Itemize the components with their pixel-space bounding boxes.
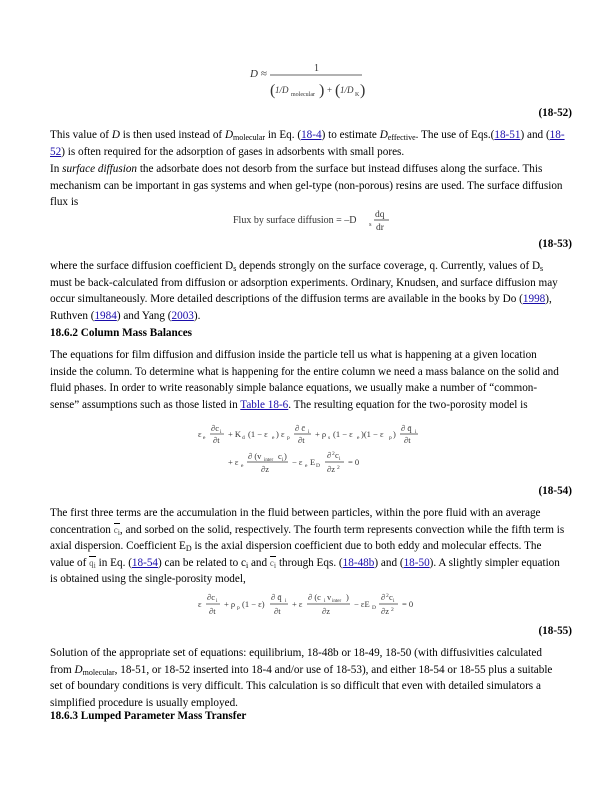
eq53-lhs-sub: s [369,221,372,228]
svg-text:+ K: + K [228,429,242,439]
svg-text:)(1 − ε: )(1 − ε [361,429,384,439]
svg-text:2: 2 [337,465,340,471]
paragraph-solution: Solution of the appropriate set of equations: equilibrium, 18-48b or 18-49, 18-50 (with diffusivities calculated from $D_{molecular}$, 18-51, or 18-52 inserted into 18-4 and/or use of 18-53), and either 18-54 or 18-55 plus a suitable set of boundary conditions is very difficult. This calculation is so difficult that even with detailed simulators a simplified procedure is usually employed. [50,647,553,709]
svg-text:∂c: ∂c [207,592,215,602]
equation-18-52 [248,60,368,104]
eq53-lhs: Flux by surface diffusion = –D [233,215,357,226]
svg-text:+ ε: + ε [228,457,239,467]
heading-column-mass-balances: 18.6.2 Column Mass Balances [50,327,193,339]
svg-text:i: i [282,457,284,463]
svg-text:i: i [393,598,395,604]
eq-number-18-52: (18-52) [538,107,572,119]
svg-text:(1 − ε: (1 − ε [333,429,353,439]
svg-text:− ε: − ε [292,457,303,467]
svg-text:ε: ε [198,429,202,439]
eq53-den: dr [376,223,384,233]
svg-text:) ε: ) ε [276,429,285,439]
eq52-term1-sub: molecular [291,92,315,98]
equation-18-53 [233,207,393,233]
svg-text:∂t: ∂t [209,606,216,616]
svg-text:2: 2 [391,607,394,613]
paragraph-term-explanation: The first three terms are the accumulation in the fluid between particles, within the pore fluid with an average concentration $c_i$, and sorbed on the solid, respectively. The fourth term represents convection while the fifth term is axial dispersion. Coefficient $E_D$ is the axial dispersion coefficient due to both eddy and molecular effects. The value of $q_i$ in Eq. (18-54) can be related to $c_i$ and $c_i$ through Eqs. (18-48b) and (18-50). A slightly simpler equation is obtained using the single-porosity model, [50,507,565,585]
svg-text:= 0: = 0 [402,599,414,609]
svg-text:∂ q̄: ∂ q̄ [271,592,282,602]
eq-number-18-55: (18-55) [538,625,572,637]
svg-text:v: v [327,592,332,602]
svg-text:p: p [287,435,290,441]
eq-number-18-53: (18-53) [538,238,572,250]
svg-text:e: e [272,435,275,441]
svg-text:+ ρ: + ρ [224,599,236,609]
link-do-1998[interactable]: 1998 [522,293,546,305]
svg-text:(1 − ε): (1 − ε) [242,599,265,609]
svg-text:): ) [360,82,366,99]
svg-text:(: ( [335,82,341,99]
q-bar-symbol: $q_i$ [89,555,96,572]
svg-text:2: 2 [332,451,335,457]
link-eq-18-54[interactable]: 18-54 [131,556,159,569]
link-eq-18-4[interactable]: 18-4 [301,129,322,141]
link-ruthven-1984[interactable]: 1984 [94,309,117,322]
c-bar-symbol: $c_i$ [114,522,120,539]
svg-text:c: c [335,450,339,460]
svg-text:∂: ∂ [327,450,332,460]
svg-text:ε: ε [198,599,202,609]
heading-lumped-parameter: 18.6.3 Lumped Parameter Mass Transfer [50,710,247,722]
svg-text:∂t: ∂t [274,606,281,616]
svg-text:p: p [237,605,240,611]
eq52-numerator: 1 [314,63,319,74]
svg-text:inter: inter [264,458,274,463]
svg-text:1/D [275,85,289,95]
svg-text:∂c: ∂c [211,423,219,433]
svg-text:i: i [324,598,326,604]
svg-text:s: s [328,435,331,441]
svg-text:i: i [216,598,218,604]
paragraph-diffusivity-use: This value of D is then used instead of $D_{molecular}$ in Eq. (18-4) to estimate $D_{effective}$. The use of Eqs.(18-51) and (18-52) is often required for the adsorption of gases in adsorbents with small pores. [50,129,565,158]
svg-text:D: D [372,605,376,611]
eq52-plus: + [327,85,333,95]
svg-text:i: i [285,598,287,604]
eq52-term2-sub: K [355,92,360,98]
svg-text:p: p [389,435,392,441]
link-eq-18-52[interactable]: 18-52 [50,129,565,158]
svg-text:2: 2 [386,593,389,599]
svg-text:E: E [310,457,316,467]
svg-text:e: e [357,435,360,441]
svg-text:∂t: ∂t [298,435,305,445]
link-table-18-6[interactable]: Table 18-6 [240,398,289,411]
svg-text:+ ρ: + ρ [315,429,327,439]
svg-text:(: ( [270,82,276,99]
equation-18-54 [198,421,438,479]
svg-text:∂z: ∂z [381,606,389,616]
svg-text:e: e [305,463,308,469]
svg-text:∂z: ∂z [322,606,330,616]
svg-text:): ) [393,429,396,439]
c-bar-symbol-2: $c_i$ [270,555,276,572]
svg-text:D ≈ [249,68,267,80]
eq-number-18-54: (18-54) [538,485,572,497]
svg-text:(1 − ε: (1 − ε [248,429,268,439]
svg-text:e: e [241,463,244,469]
paragraph-surface-coefficient: where the surface diffusion coefficient $D_s$ depends strongly on the surface coverage, q. Currently, values of $D_s$ must be back-calculated from diffusion or adsorption experiments. Ordinary, Knudsen, and surface diffusion may occur simultaneously. More detailed descriptions of the diffusion terms are available in the books by Do (1998), Ruthven (1984) and Yang (2003). [50,260,558,322]
svg-text:i: i [308,429,310,435]
svg-text:+ ε: + ε [292,599,303,609]
svg-text:∂: ∂ [381,592,386,602]
equation-18-55 [198,590,423,618]
svg-text:∂t: ∂t [404,435,411,445]
svg-text:= 0: = 0 [348,457,360,467]
svg-text:i: i [220,429,222,435]
eq52-term2: 1/D [340,85,354,95]
svg-text:): ) [346,592,349,602]
link-yang-2003[interactable]: 2003 [171,309,194,322]
svg-text:): ) [319,82,325,99]
svg-text:c: c [278,451,282,461]
svg-text:∂z: ∂z [327,464,335,474]
svg-text:∂ (v: ∂ (v [248,451,262,461]
svg-text:∂ c̄: ∂ c̄ [295,423,306,433]
svg-text:∂ (c: ∂ (c [308,592,321,602]
link-eq-18-51[interactable]: 18-51 [494,129,521,141]
svg-text:d: d [242,435,245,441]
svg-text:∂z: ∂z [261,464,269,474]
svg-text:i: i [415,429,417,435]
link-eq-18-48b[interactable]: 18-48b [342,556,375,569]
svg-text:inter: inter [332,599,342,604]
svg-text:∂ q̄: ∂ q̄ [401,423,412,433]
eq52-lhs: D ≈ [250,68,267,80]
svg-text:): ) [284,451,287,461]
svg-text:∂t: ∂t [213,435,220,445]
svg-text:D: D [316,463,320,469]
eq53-num: dq [375,210,385,220]
svg-text:Flux by surface diffusion = –D [233,215,357,226]
paragraph-column-mass-balance: The equations for film diffusion and diffusion inside the particle tell us what is happening at a given location inside the column. To determine what is happening for the entire column we need a mass balance on the solid and fluid phases. In order to write reasonably simple balance equations, we usually make a number of “common-sense” assumptions such as those listed in Table 18-6. The resulting equation for the two-porosity model is [50,349,559,411]
eq52-term1: 1/D [275,85,289,95]
svg-text:e: e [203,435,206,441]
svg-text:i: i [339,456,341,462]
link-eq-18-50[interactable]: 18-50 [403,556,430,569]
svg-text:c: c [389,592,393,602]
svg-text:− εE: − εE [354,599,370,609]
paragraph-surface-diffusion: In surface diffusion the adsorbate does not desorb from the surface but instead diffuses along the surface. This mechanism can be important in gas systems and when gel-type (non-porous) resins are used. The surface diffusion flux is [50,163,563,208]
